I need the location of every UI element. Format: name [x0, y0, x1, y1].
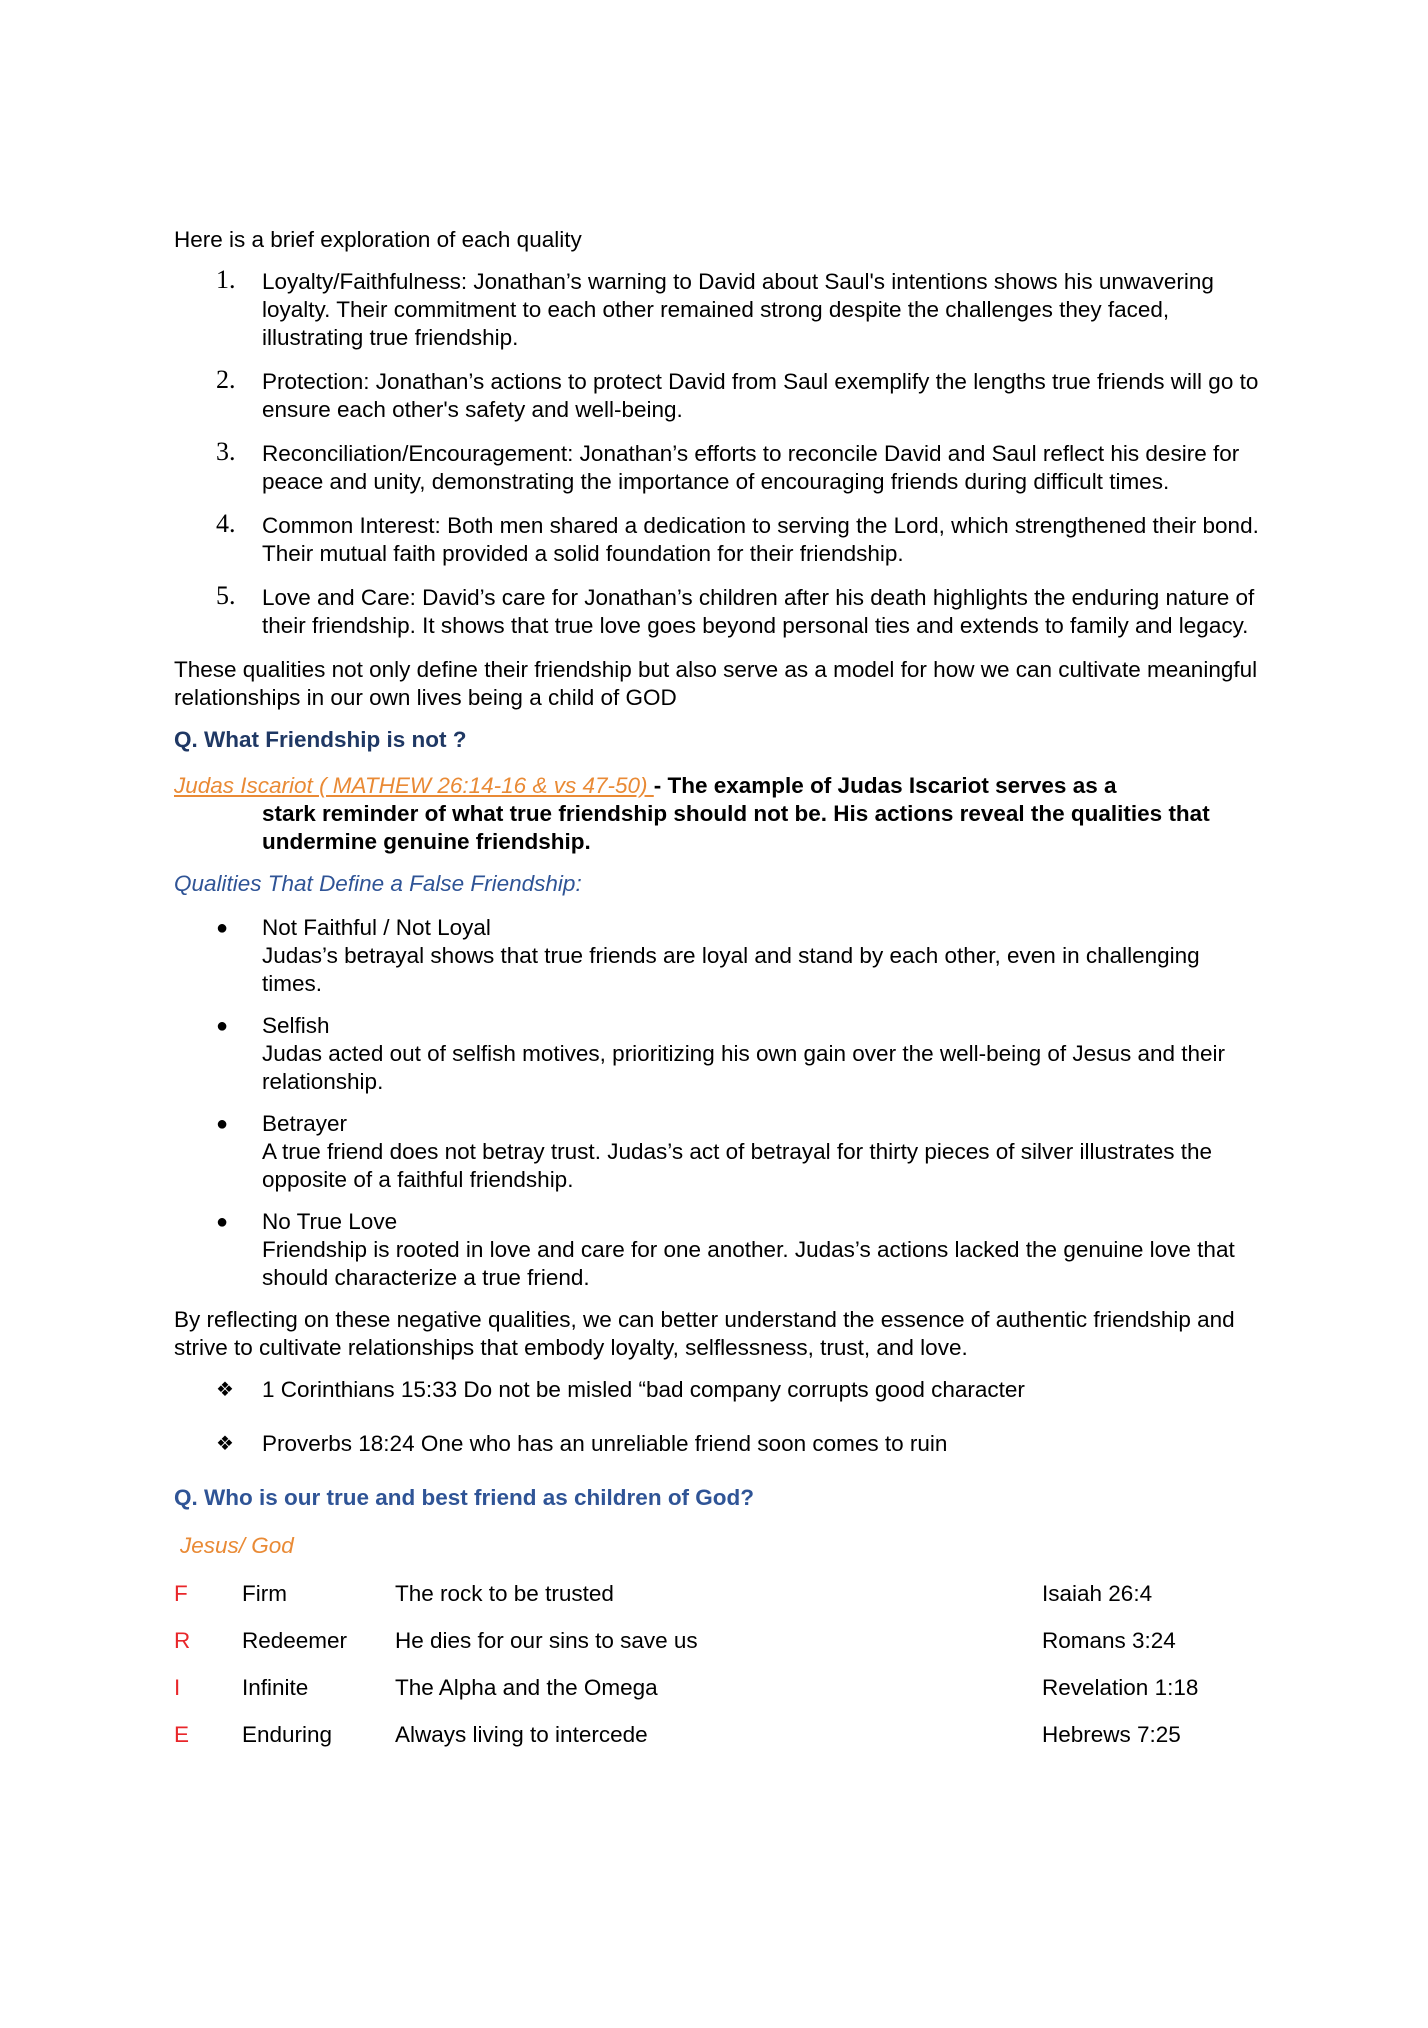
acrostic-reference: Hebrews 7:25	[1042, 1722, 1181, 1747]
acrostic-description: The rock to be trusted	[395, 1581, 614, 1606]
list-item	[174, 1208, 1264, 1292]
intro-paragraph: Here is a brief exploration of each quality	[174, 227, 582, 252]
acrostic-word: Firm	[242, 1581, 287, 1606]
verse-text: Proverbs 18:24 One who has an unreliable friend soon comes to ruin	[262, 1431, 948, 1456]
false-quality-text: Judas’s betrayal shows that true friends are loyal and stand by each other, even in challenging times.	[262, 943, 1200, 996]
summary-paragraph: These qualities not only define their friendship but also serve as a model for how we can cultivate meaningful relationships in our own lives being a child of GOD	[174, 657, 1258, 710]
bullet-icon: ●	[216, 1211, 229, 1233]
false-quality-title: No True Love	[262, 1209, 398, 1234]
acrostic-word: Redeemer	[242, 1628, 348, 1653]
list-item	[174, 365, 1264, 424]
bullet-icon: ●	[216, 917, 229, 939]
acrostic-word: Enduring	[242, 1722, 333, 1747]
list-item	[174, 509, 1264, 568]
judas-paragraph	[174, 772, 1264, 856]
list-item-text: Common Interest: Both men shared a dedication to serving the Lord, which strengthened their bond. Their mutual faith provided a solid foundation for their friendship.	[262, 513, 1259, 566]
acrostic-description: Always living to intercede	[395, 1722, 648, 1747]
false-friendship-heading: Qualities That Define a False Friendship:	[174, 871, 582, 896]
document-content	[174, 226, 1264, 1768]
list-item	[174, 1012, 1264, 1096]
verse-text: 1 Corinthians 15:33 Do not be misled “bad company corrupts good character	[262, 1377, 1025, 1402]
acrostic-letter: F	[174, 1581, 188, 1606]
table-row	[174, 1580, 1198, 1627]
list-item	[174, 581, 1264, 640]
acrostic-description: The Alpha and the Omega	[395, 1675, 658, 1700]
table-row	[174, 1721, 1198, 1768]
list-item	[174, 437, 1264, 496]
acrostic-letter: R	[174, 1628, 191, 1653]
reflection-paragraph: By reflecting on these negative qualities, we can better understand the essence of authentic friendship and strive to cultivate relationships that embody loyalty, selflessness, trust, and love.	[174, 1307, 1235, 1360]
acrostic-description: He dies for our sins to save us	[395, 1628, 698, 1653]
list-number: 5.	[216, 581, 236, 610]
question-heading-true-friend: Q. Who is our true and best friend as children of God?	[174, 1485, 755, 1510]
acrostic-reference: Isaiah 26:4	[1042, 1581, 1153, 1606]
list-number: 4.	[216, 509, 236, 538]
false-quality-text: A true friend does not betray trust. Judas’s act of betrayal for thirty pieces of silver illustrates the opposite of a faithful friendship.	[262, 1139, 1213, 1192]
jesus-god-label: Jesus/ God	[180, 1533, 294, 1558]
false-quality-text: Judas acted out of selfish motives, prioritizing his own gain over the well-being of Jesus and their relationship.	[262, 1041, 1226, 1094]
list-number: 1.	[216, 265, 236, 294]
false-quality-title: Selfish	[262, 1013, 330, 1038]
judas-lead-text: - The example of Judas Iscariot serves as a	[653, 773, 1117, 798]
list-item	[174, 1376, 1264, 1404]
acrostic-word: Infinite	[242, 1675, 309, 1700]
list-item-text: Love and Care: David’s care for Jonathan’s children after his death highlights the enduring nature of their friendship. It shows that true love goes beyond personal ties and extends to family and legacy.	[262, 585, 1255, 638]
friend-acrostic-table	[174, 1580, 1198, 1768]
list-item-text: Loyalty/Faithfulness: Jonathan’s warning to David about Saul's intentions shows his unwavering loyalty. Their commitment to each other remained strong despite the challenges they faced, illustrating true friendship.	[262, 269, 1214, 350]
bullet-icon: ●	[216, 1015, 229, 1037]
list-item-text: Protection: Jonathan’s actions to protect David from Saul exemplify the lengths true friends will go to ensure each other's safety and well-being.	[262, 369, 1259, 422]
acrostic-reference: Revelation 1:18	[1042, 1675, 1199, 1700]
false-quality-title: Not Faithful / Not Loyal	[262, 915, 491, 940]
list-item	[174, 914, 1264, 998]
list-number: 2.	[216, 365, 236, 394]
judas-continuation-text: stark reminder of what true friendship should not be. His actions reveal the qualities that undermine genuine friendship.	[262, 801, 1210, 854]
bullet-icon: ●	[216, 1113, 229, 1135]
question-heading-what-friendship-is-not: Q. What Friendship is not ?	[174, 727, 467, 752]
list-item-text: Reconciliation/Encouragement: Jonathan’s efforts to reconcile David and Saul reflect his desire for peace and unity, demonstrating the importance of encouraging friends during difficult times.	[262, 441, 1240, 494]
verses-list	[174, 1376, 1264, 1458]
table-row	[174, 1627, 1198, 1674]
table-row	[174, 1674, 1198, 1721]
acrostic-letter: E	[174, 1722, 190, 1747]
diamond-bullet-icon: ❖	[216, 1377, 234, 1401]
false-quality-title: Betrayer	[262, 1111, 348, 1136]
diamond-bullet-icon: ❖	[216, 1431, 234, 1455]
judas-first-line	[174, 772, 1264, 800]
acrostic-reference: Romans 3:24	[1042, 1628, 1176, 1653]
false-qualities-list	[174, 914, 1264, 1292]
judas-scripture-link[interactable]: Judas Iscariot ( MATHEW 26:14-16 & vs 47-50)	[174, 773, 654, 798]
list-item	[174, 1430, 1264, 1458]
list-item	[174, 1110, 1264, 1194]
qualities-list	[174, 265, 1264, 640]
list-item	[174, 265, 1264, 352]
false-quality-text: Friendship is rooted in love and care for one another. Judas’s actions lacked the genuine love that should characterize a true friend.	[262, 1237, 1235, 1290]
list-number: 3.	[216, 437, 236, 466]
acrostic-letter: I	[174, 1675, 181, 1700]
